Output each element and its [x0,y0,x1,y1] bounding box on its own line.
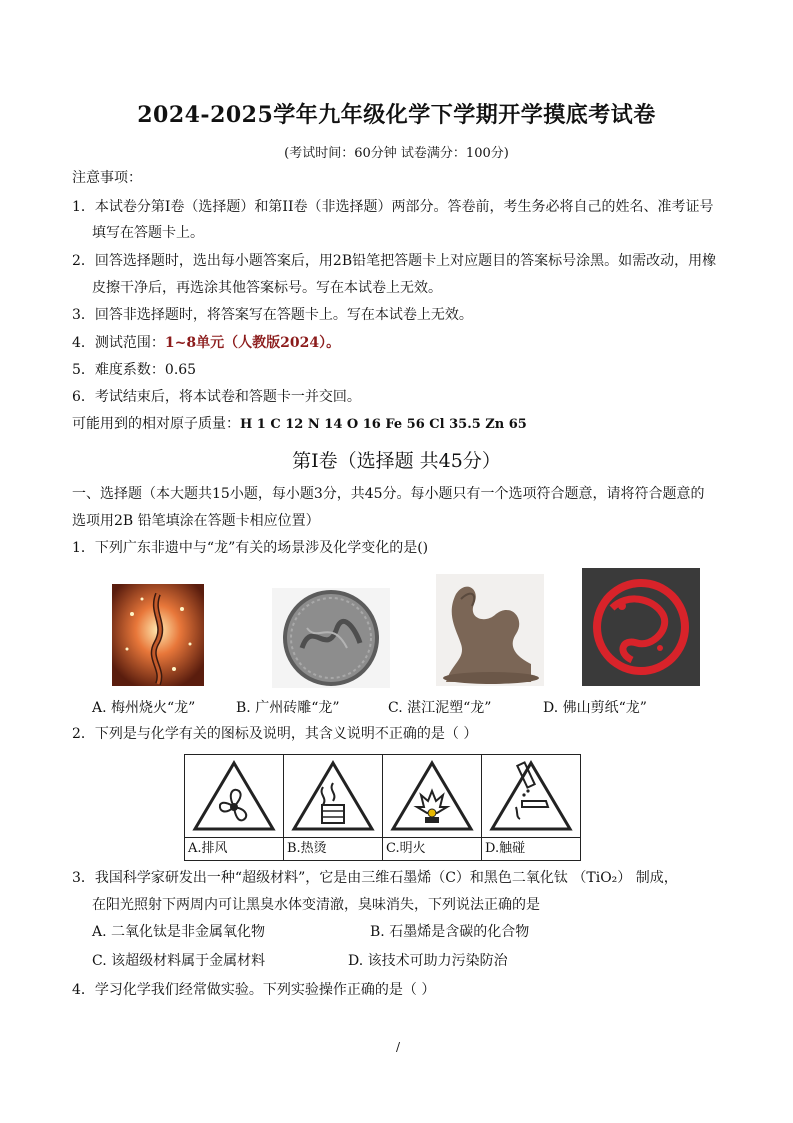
notice-heading: 注意事项： [72,170,142,186]
icon-label-flame: C.明火 [383,837,481,860]
corrosive-touch-warning-icon [486,757,576,835]
brick-carving-dragon-image [272,588,390,688]
clay-sculpture-dragon-image [436,574,544,686]
fire-dragon-image [112,584,204,686]
hot-surface-warning-icon [288,757,378,835]
open-flame-warning-icon [387,757,477,835]
notice-item-5: 5．难度系数：0.65 [72,362,197,378]
icon-label-hot: B.热烫 [284,837,382,860]
atomic-mass-line [72,414,527,435]
atomic-mass-label: 可能用到的相对原子质量： [72,416,240,432]
icon-cell-exhaust [185,755,284,861]
notice-item-3: 3．回答非选择题时，将答案写在答题卡上。写在本试卷上无效。 [72,307,473,323]
page-number: / [396,1040,401,1054]
q1-option-d: D. 佛山剪纸“龙” [543,700,647,716]
edition-year: 2024 [280,335,320,351]
notice-item-4-prefix: 4．测试范围： [72,335,165,351]
q3-option-c: C. 该超级材料属于金属材料 [92,953,266,969]
q3-option-b: B. 石墨烯是含碳的化合物 [370,924,530,940]
question-3-stem-cont: 在阳光照射下两周内可让黑臭水体变清澈，臭味消失，下列说法正确的是 [92,897,540,913]
question-1-stem: 1．下列广东非遗中与“龙”有关的场景涉及化学变化的是() [72,540,429,556]
exam-info: (考试时间：60分钟 试卷满分：100分) [284,146,509,161]
q1-option-b: B. 广州砖雕“龙” [236,700,340,716]
notice-item-4 [72,333,340,353]
icon-cell-flame [383,755,482,861]
notice-item-1: 1．本试卷分第I卷（选择题）和第II卷（非选择题）两部分。答卷前，考生务必将自己的姓名、准考证号 [72,199,714,215]
q1-option-c: C. 湛江泥塑“龙” [388,700,492,716]
page-title: 2024-2025学年九年级化学下学期开学摸底考试卷 [137,102,656,128]
question-2-stem: 2．下列是与化学有关的图标及说明，其含义说明不正确的是（ ） [72,726,478,742]
notice-item-4-suffix: ）。 [319,335,341,351]
test-range: 1~8 [164,335,197,351]
section-instruction-cont: 选项用2B 铅笔填涂在答题卡相应位置） [72,513,320,529]
safety-icons-table [184,754,581,861]
section-instruction: 一、选择题（本大题共15小题，每小题3分，共45分。每小题只有一个选项符合题意，请将符合题意的 [72,486,705,502]
icon-label-exhaust: A.排风 [185,837,283,860]
section-title: 第Ⅰ卷（选择题 共45分） [292,450,501,472]
icon-cell-hot [284,755,383,861]
test-range-unit: 单元（人教版 [196,335,281,351]
fan-warning-icon [189,757,279,835]
question-3-stem: 3．我国科学家研发出一种“超级材料”，它是由三维石墨烯（C）和黑色二氧化钛 （TiO₂） 制成， [72,870,678,886]
q3-option-d: D. 该技术可助力污染防治 [348,953,508,969]
q3-option-a: A. 二氧化钛是非金属氧化物 [92,924,266,940]
question-4-stem: 4．学习化学我们经常做实验。下列实验操作正确的是（ ） [72,982,436,998]
q1-option-a: A. 梅州烧火“龙” [92,700,196,716]
notice-item-2-cont: 皮擦干净后，再选涂其他答案标号。写在本试卷上无效。 [92,280,442,296]
atomic-mass-values: H 1 C 12 N 14 O 16 Fe 56 Cl 35.5 Zn 65 [240,417,527,432]
notice-item-2: 2．回答选择题时，选出每小题答案后，用2B铅笔把答题卡上对应题目的答案标号涂黑。如需改动，用橡 [72,253,717,269]
icon-label-touch: D.触碰 [482,837,580,860]
notice-item-6: 6．考试结束后，将本试卷和答题卡一并交回。 [72,389,361,405]
notice-item-1-cont: 填写在答题卡上。 [92,225,204,241]
icon-cell-touch [482,755,581,861]
paper-cut-dragon-image [582,568,700,686]
